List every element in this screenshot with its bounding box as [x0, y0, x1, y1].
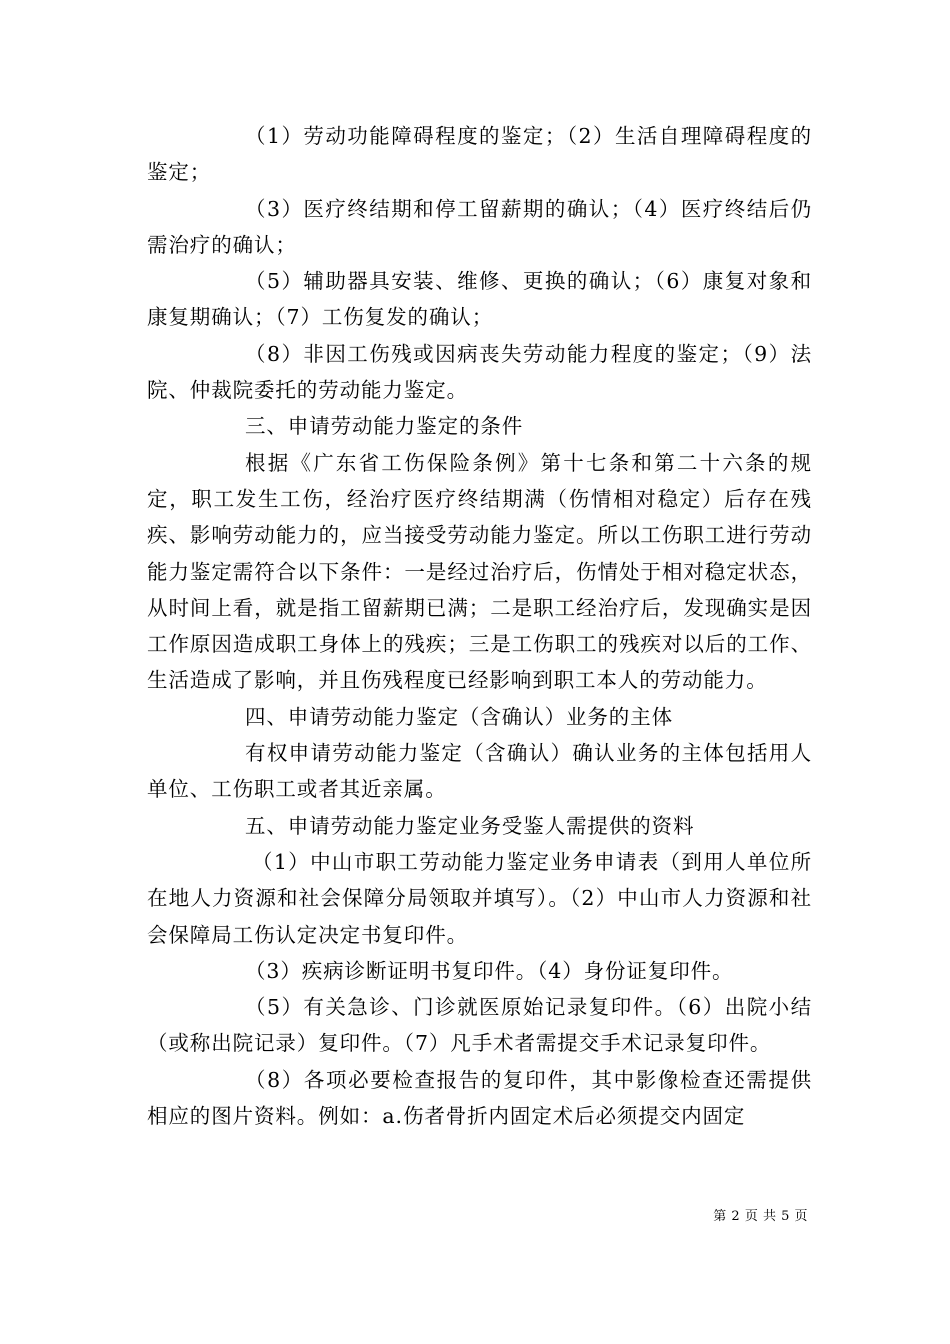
paragraph-item-8-9: （8）非因工伤残或因病丧失劳动能力程度的鉴定；（9）法院、仲裁院委托的劳动能力鉴定。	[147, 341, 812, 403]
document-body	[147, 118, 812, 1134]
section-heading-5: 五、申请劳动能力鉴定业务受鉴人需提供的资料	[245, 813, 695, 838]
paragraph-conditions: 根据《广东省工伤保险条例》第十七条和第二十六条的规定，职工发生工伤，经治疗医疗终结期满（伤情相对稳定）后存在残疾、影响劳动能力的，应当接受劳动能力鉴定。所以工伤职工进行劳动能力鉴定需符合以下条件：一是经过治疗后，伤情处于相对稳定状态，从时间上看，就是指工留薪期已满；二是职工经治疗后，发现确实是因工作原因造成职工身体上的残疾；三是工伤职工的残疾对以后的工作、生活造成了影响，并且伤残程度已经影响到职工本人的劳动能力。	[147, 450, 812, 693]
paragraph-item-3-4: （3）医疗终结期和停工留薪期的确认；（4）医疗终结后仍需治疗的确认；	[147, 196, 812, 257]
paragraph-item-5-7: （5）辅助器具安装、维修、更换的确认；（6）康复对象和康复期确认；（7）工伤复发的确认；	[147, 269, 812, 330]
paragraph-materials-8: （8）各项必要检查报告的复印件，其中影像检查还需提供相应的图片资料。例如：a.伤者骨折内固定术后必须提交内固定	[147, 1067, 812, 1129]
paragraph-item-1-2: （1）劳动功能障碍程度的鉴定；（2）生活自理障碍程度的鉴定；	[147, 124, 812, 185]
paragraph-materials-3-4: （3）疾病诊断证明书复印件。（4）身份证复印件。	[245, 958, 734, 983]
paragraph-materials-5-7: （5）有关急诊、门诊就医原始记录复印件。（6）出院小结（或称出院记录）复印件。（7）凡手术者需提交手术记录复印件。	[147, 995, 812, 1056]
paragraph-subject: 有权申请劳动能力鉴定（含确认）确认业务的主体包括用人单位、工伤职工或者其近亲属。	[147, 741, 812, 802]
section-heading-4: 四、申请劳动能力鉴定（含确认）业务的主体	[245, 704, 673, 729]
section-heading-3: 三、申请劳动能力鉴定的条件	[245, 414, 524, 439]
page-number: 第 2 页 共 5 页	[713, 1209, 808, 1224]
paragraph-materials-1-2: （1）中山市职工劳动能力鉴定业务申请表（到用人单位所在地人力资源和社会保障分局领取并填写）。（2）中山市人力资源和社会保障局工伤认定决定书复印件。	[147, 849, 812, 947]
